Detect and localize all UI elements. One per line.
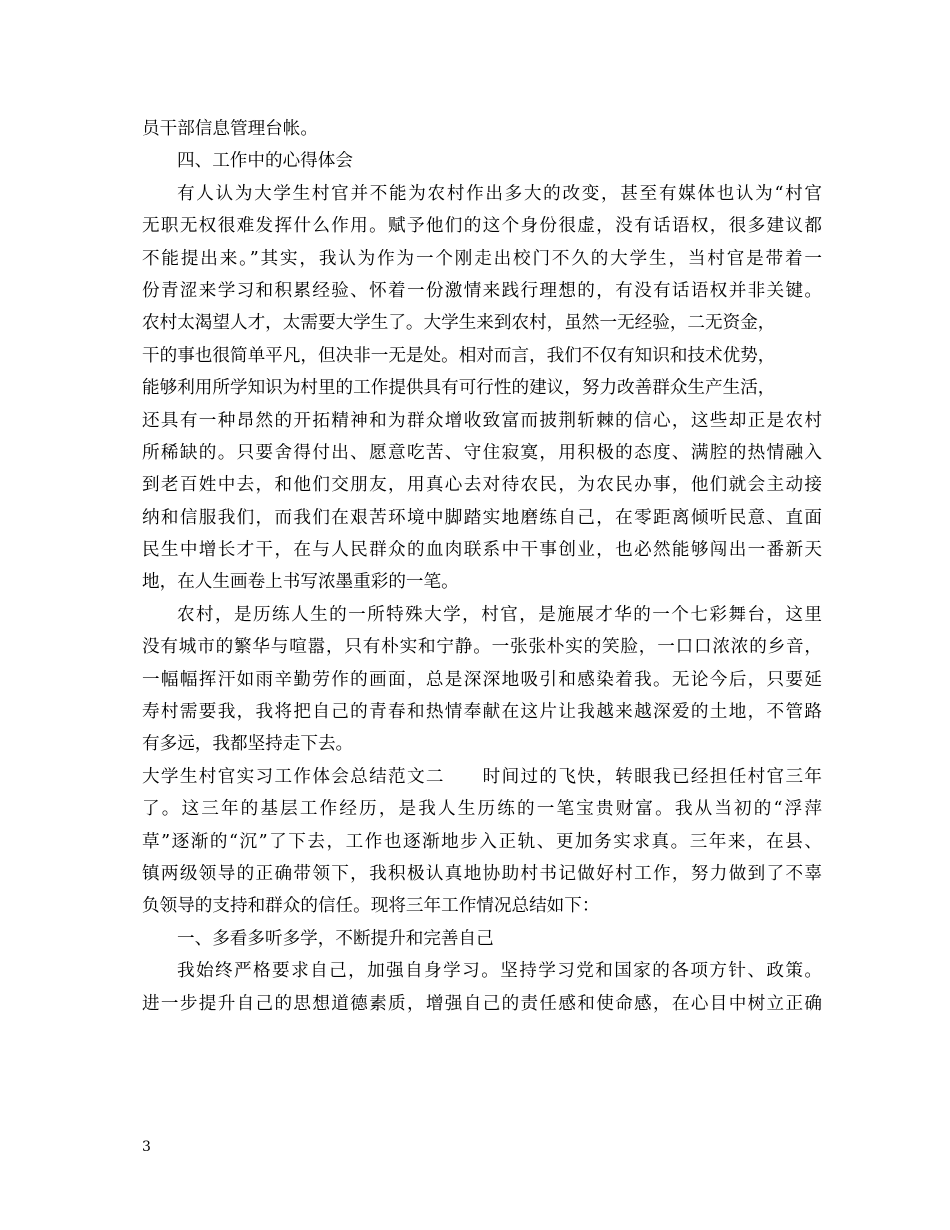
text-line: 寿村需要我，我将把自己的青春和热情奉献在这片让我越来越深爱的土地，不管路: [142, 702, 822, 723]
text-line: 草”逐渐的“沉”了下去，工作也逐渐地步入正轨、更加务实求真。三年来，在县、: [142, 831, 822, 852]
text-line: 有人认为大学生村官并不能为农村作出多大的改变，甚至有媒体也认为“村官: [177, 183, 822, 204]
text-line: 一幅幅挥汗如雨辛勤劳作的画面，总是深深地吸引和感染着我。无论今后，只要延: [142, 669, 822, 690]
text-line: 干的事也很简单平凡，但决非一无是处。相对而言，我们不仅有知识和技术优势，: [142, 345, 776, 366]
text-line: 所稀缺的。只要舍得付出、愿意吃苦、守住寂寞，用积极的态度、满腔的热情融入: [142, 442, 822, 463]
text-line: 到老百姓中去，和他们交朋友，用真心去对待农民，为农民办事，他们就会主动接: [142, 475, 822, 496]
text-line: 大学生村官实习工作体会总结范文二 时间过的飞快，转眼我已经担任村官三年: [142, 766, 822, 787]
text-line: 能够利用所学知识为村里的工作提供具有可行性的建议，努力改善群众生产生活，: [142, 378, 776, 399]
text-line: 负领导的支持和群众的信任。现将三年工作情况总结如下：: [142, 896, 600, 917]
document-body: [142, 113, 822, 1020]
text-line: 没有城市的繁华与喧嚣，只有朴实和宁静。一张张朴实的笑脸，一口口浓浓的乡音，: [142, 637, 822, 658]
text-line: 无职无权很难发挥什么作用。赋予他们的这个身份很虚，没有话语权，很多建议都: [142, 216, 822, 237]
text-line: 民生中增长才干，在与人民群众的血肉联系中干事创业，也必然能够闯出一番新天: [142, 540, 822, 561]
text-line: 份青涩来学习和积累经验、怀着一份激情来践行理想的，有没有话语权并非关键。: [142, 280, 822, 301]
text-line: 进一步提升自己的思想道德素质，增强自己的责任感和使命感，在心目中树立正确: [142, 993, 822, 1014]
page-number: 3: [142, 1139, 151, 1155]
text-line: 一、多看多听多学，不断提升和完善自己: [177, 928, 494, 949]
text-line: 镇两级领导的正确带领下，我积极认真地协助村书记做好村工作，努力做到了不辜: [142, 863, 822, 884]
text-line: 了。这三年的基层工作经历，是我人生历练的一笔宝贵财富。我从当初的“浮萍: [142, 799, 822, 820]
text-line: 还具有一种昂然的开拓精神和为群众增收致富而披荆斩棘的信心，这些却正是农村: [142, 410, 822, 431]
text-line: 农村，是历练人生的一所特殊大学，村官，是施展才华的一个七彩舞台，这里: [177, 604, 822, 625]
text-line: 我始终严格要求自己，加强自身学习。坚持学习党和国家的各项方针、政策。: [177, 961, 822, 982]
text-line: 有多远，我都坚持走下去。: [142, 734, 354, 755]
text-line: 四、工作中的心得体会: [177, 151, 353, 172]
text-line: 员干部信息管理台帐。: [142, 119, 318, 139]
text-line: 地，在人生画卷上书写浓墨重彩的一笔。: [142, 572, 459, 593]
text-line: 农村太渴望人才，太需要大学生了。大学生来到农村，虽然一无经验，二无资金，: [142, 313, 776, 334]
text-line: 纳和信服我们，而我们在艰苦环境中脚踏实地磨练自己，在零距离倾听民意、直面: [142, 507, 822, 528]
text-line: 不能提出来。”其实，我认为作为一个刚走出校门不久的大学生，当村官是带着一: [142, 248, 822, 269]
